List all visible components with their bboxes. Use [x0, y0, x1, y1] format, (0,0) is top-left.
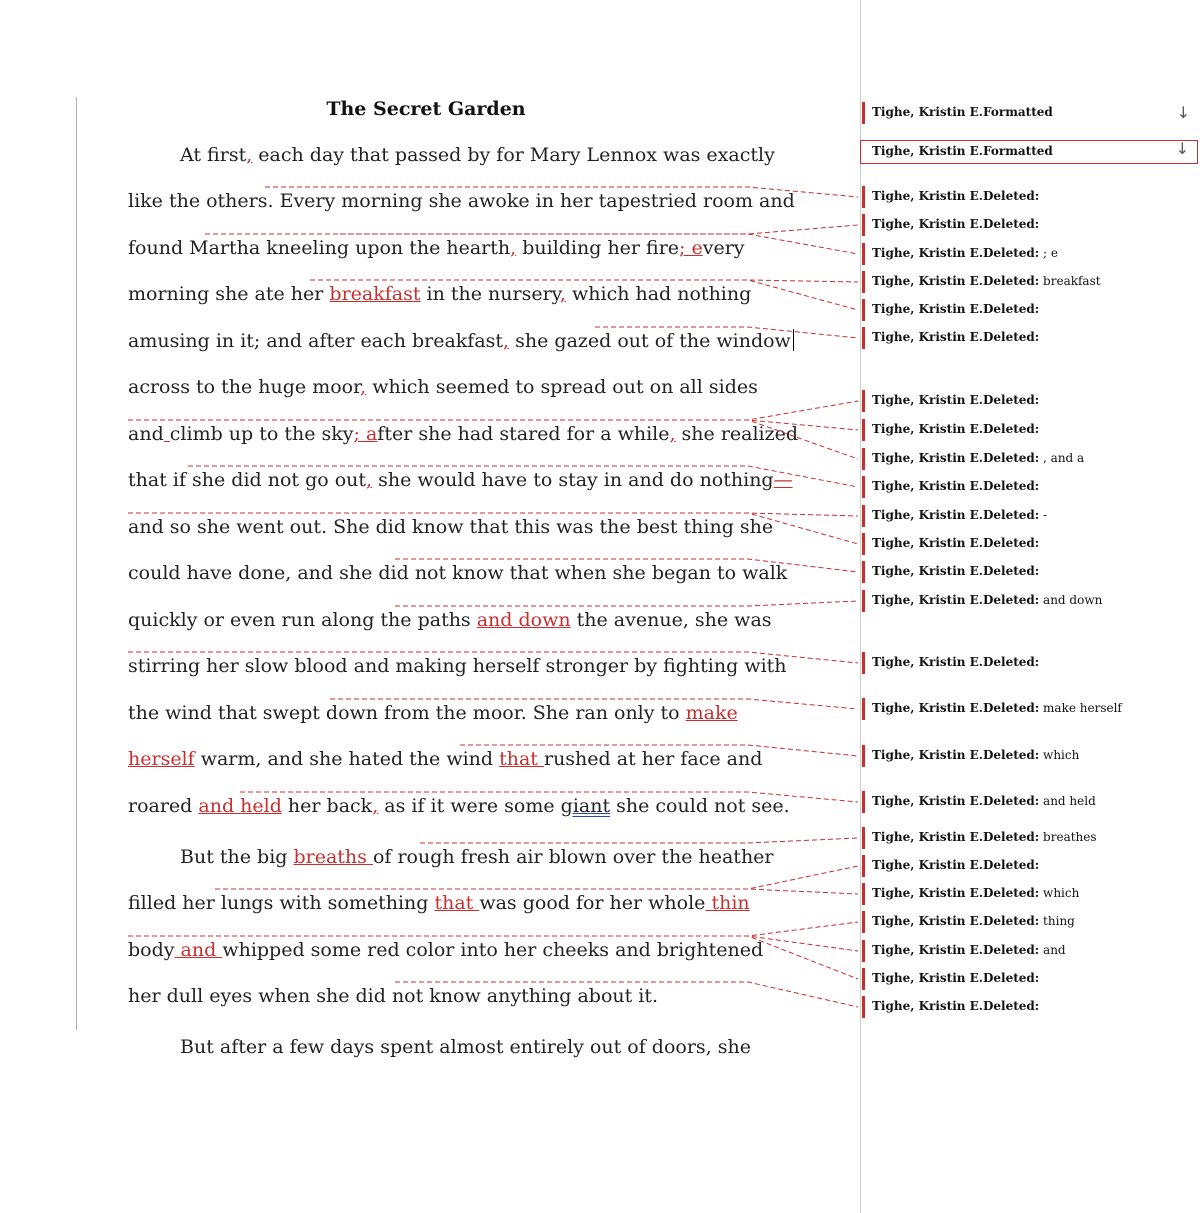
text-run: she gazed out of the window	[509, 330, 791, 352]
inserted-text: ; a	[353, 423, 378, 445]
text-run: rushed at her face and	[543, 748, 763, 770]
text-run: morning she ate her	[128, 283, 330, 305]
revision-author: Tighe, Kristin E.	[872, 701, 983, 715]
revision-author: Tighe, Kristin E.	[872, 393, 983, 407]
change-bar	[862, 533, 865, 555]
text-run: her back	[281, 795, 373, 817]
revision-action	[983, 701, 1122, 715]
revision-type: Formatted	[983, 105, 1053, 119]
inserted-text: ,	[510, 237, 517, 259]
revision-type: Deleted:	[983, 999, 1040, 1013]
revision-balloon[interactable]	[862, 858, 1198, 876]
text-run: of rough fresh air blown over the heather	[372, 846, 774, 868]
text-run: she could not see.	[610, 795, 790, 817]
inserted-text: ,	[246, 144, 253, 166]
text-line[interactable]	[128, 560, 787, 586]
inserted-text: ,	[669, 423, 676, 445]
revision-action	[983, 451, 1084, 465]
revision-action	[983, 971, 1039, 985]
revision-type: Deleted:	[983, 748, 1040, 762]
spelling-flag: giant	[560, 795, 611, 817]
text-line[interactable]	[180, 844, 774, 870]
revision-type: Deleted:	[983, 886, 1040, 900]
revision-action	[983, 330, 1039, 344]
change-bar	[862, 448, 865, 470]
text-run: like the others. Every morning she awoke in her tapestried room and	[128, 190, 795, 212]
revision-author: Tighe, Kristin E.	[872, 943, 983, 957]
text-line[interactable]	[128, 700, 738, 726]
inserted-text: ,	[360, 376, 367, 398]
text-run: was good for her whole	[479, 892, 706, 914]
document-title: The Secret Garden	[326, 98, 526, 120]
revision-author: Tighe, Kristin E.	[872, 217, 983, 231]
revision-action	[983, 886, 1079, 900]
markup-pane-divider	[860, 0, 861, 1213]
revision-action	[983, 189, 1039, 203]
revision-author: Tighe, Kristin E.	[872, 105, 983, 119]
inserted-text: ,	[366, 469, 373, 491]
deleted-text: and down	[1039, 593, 1103, 607]
inserted-text: and down	[476, 609, 571, 631]
change-bar	[862, 505, 865, 527]
text-run: At first	[180, 144, 247, 166]
text-run: as if it were some	[378, 795, 561, 817]
change-bar	[862, 186, 865, 208]
inserted-text: ; e	[679, 237, 703, 259]
revision-author: Tighe, Kristin E.	[872, 655, 983, 669]
revision-type: Deleted:	[983, 393, 1040, 407]
revision-type: Deleted:	[983, 655, 1040, 669]
text-line[interactable]	[128, 514, 773, 540]
revision-action	[983, 858, 1039, 872]
text-run: whipped some red color into her cheeks and brightened	[222, 939, 764, 961]
text-run: building her fire	[516, 237, 680, 259]
revision-action	[983, 144, 1053, 158]
change-bar	[862, 102, 865, 124]
revision-type: Deleted:	[983, 914, 1040, 928]
revision-type: Deleted:	[983, 330, 1040, 344]
revision-type: Deleted:	[983, 536, 1040, 550]
revision-author: Tighe, Kristin E.	[872, 999, 983, 1013]
revision-author: Tighe, Kristin E.	[872, 858, 983, 872]
revision-action	[983, 508, 1047, 522]
deleted-text: breakfast	[1039, 274, 1101, 288]
text-line[interactable]	[128, 188, 795, 214]
change-bar	[862, 476, 865, 498]
text-run: the wind that swept down from the moor. She ran only to	[128, 702, 686, 724]
revision-type: Deleted:	[983, 830, 1040, 844]
text-run: amusing in it; and after each breakfast	[128, 330, 504, 352]
change-bar	[862, 996, 865, 1018]
expand-arrow-icon[interactable]: ↓	[1176, 103, 1190, 122]
revision-balloon[interactable]	[862, 105, 1198, 123]
text-run: filled her lungs with something	[128, 892, 435, 914]
change-bar	[862, 745, 865, 767]
inserted-text: ,	[372, 795, 379, 817]
text-cursor	[793, 329, 794, 351]
revision-author: Tighe, Kristin E.	[872, 971, 983, 985]
text-line[interactable]	[128, 235, 745, 261]
revision-type: Deleted:	[983, 451, 1040, 465]
revision-type: Deleted:	[983, 564, 1040, 578]
text-line[interactable]	[128, 653, 787, 679]
text-run: each day that passed by for Mary Lennox was exactly	[252, 144, 775, 166]
text-line[interactable]	[128, 746, 762, 772]
change-bar	[862, 243, 865, 265]
text-line[interactable]	[128, 421, 798, 447]
inserted-text: make	[685, 702, 738, 724]
revision-author: Tighe, Kristin E.	[872, 422, 983, 436]
deleted-text: thing	[1039, 914, 1075, 928]
revision-type: Deleted:	[983, 794, 1040, 808]
revision-type: Deleted:	[983, 593, 1040, 607]
text-run: which seemed to spread out on all sides	[366, 376, 758, 398]
text-line[interactable]	[128, 467, 793, 493]
revision-balloon[interactable]	[862, 748, 1198, 766]
revision-author: Tighe, Kristin E.	[872, 830, 983, 844]
revision-balloon[interactable]	[862, 246, 1198, 264]
revision-action	[983, 479, 1039, 493]
text-run: that if she did not go out	[128, 469, 367, 491]
text-line[interactable]	[180, 1034, 751, 1060]
revision-type: Deleted:	[983, 246, 1040, 260]
revision-author: Tighe, Kristin E.	[872, 914, 983, 928]
revision-type: Deleted:	[983, 479, 1040, 493]
deleted-text: breathes	[1039, 830, 1097, 844]
inserted-text: and	[174, 939, 223, 961]
revision-author: Tighe, Kristin E.	[872, 144, 983, 158]
change-bar	[862, 911, 865, 933]
revision-balloon[interactable]	[860, 140, 1198, 164]
revision-type: Deleted:	[983, 274, 1040, 288]
revision-balloon[interactable]	[862, 886, 1198, 904]
revision-author: Tighe, Kristin E.	[872, 274, 983, 288]
text-run: and so she went out. She did know that this was the best thing she	[128, 516, 774, 538]
text-run: fter she had stared for a while	[377, 423, 670, 445]
revision-action	[983, 274, 1101, 288]
revision-type: Deleted:	[983, 189, 1040, 203]
text-run: roared	[128, 795, 199, 817]
text-run: stirring her slow blood and making herself stronger by fighting with	[128, 655, 787, 677]
revision-action	[983, 536, 1039, 550]
change-bar	[862, 652, 865, 674]
text-line[interactable]	[128, 983, 658, 1009]
revision-balloon[interactable]	[862, 189, 1198, 207]
revision-action	[983, 830, 1097, 844]
revision-balloon[interactable]	[862, 217, 1198, 235]
change-bar	[862, 271, 865, 293]
text-line[interactable]	[128, 793, 790, 819]
change-bar	[862, 827, 865, 849]
revision-action	[983, 105, 1053, 119]
text-run: warm, and she hated the wind	[194, 748, 500, 770]
change-bar	[862, 590, 865, 612]
revision-action	[983, 246, 1058, 260]
change-bar	[862, 299, 865, 321]
change-bar	[862, 390, 865, 412]
text-run: climb up to the sky	[169, 423, 354, 445]
revision-author: Tighe, Kristin E.	[872, 794, 983, 808]
revision-balloon[interactable]	[862, 393, 1198, 411]
change-bar	[862, 419, 865, 441]
text-run: But after a few days spent almost entirely out of doors, she	[180, 1036, 751, 1058]
inserted-text: thin	[705, 892, 750, 914]
text-line[interactable]	[180, 142, 775, 168]
expand-arrow-icon[interactable]: ↓	[1175, 139, 1189, 158]
revision-type: Deleted:	[983, 302, 1040, 316]
revision-balloon[interactable]	[862, 914, 1198, 932]
revision-balloon[interactable]	[862, 564, 1198, 582]
text-line[interactable]	[128, 281, 751, 307]
change-bar	[862, 561, 865, 583]
revision-action	[983, 914, 1075, 928]
revision-type: Deleted:	[983, 858, 1040, 872]
revision-author: Tighe, Kristin E.	[872, 330, 983, 344]
deleted-text: , and a	[1039, 451, 1085, 465]
revision-type: Deleted:	[983, 971, 1040, 985]
text-run: body	[128, 939, 175, 961]
revision-balloon[interactable]	[862, 593, 1198, 611]
text-run: the avenue, she was	[570, 609, 772, 631]
change-bar	[862, 940, 865, 962]
revision-balloon[interactable]	[862, 701, 1198, 719]
revision-type: Deleted:	[983, 943, 1040, 957]
revision-author: Tighe, Kristin E.	[872, 508, 983, 522]
inserted-text: breaths	[293, 846, 373, 868]
inserted-text: herself	[128, 748, 195, 770]
inserted-text: ,	[503, 330, 510, 352]
text-line[interactable]	[128, 374, 758, 400]
revision-balloon[interactable]	[862, 330, 1198, 348]
revision-balloon[interactable]	[862, 451, 1198, 469]
revision-balloon[interactable]	[862, 536, 1198, 554]
revision-author: Tighe, Kristin E.	[872, 593, 983, 607]
deleted-text: -	[1039, 508, 1048, 522]
deleted-text: and	[1039, 943, 1066, 957]
deleted-text: and held	[1039, 794, 1096, 808]
revision-action	[983, 943, 1066, 957]
revision-balloon[interactable]	[862, 971, 1198, 989]
revision-author: Tighe, Kristin E.	[872, 302, 983, 316]
revision-author: Tighe, Kristin E.	[872, 564, 983, 578]
revision-balloon[interactable]	[862, 422, 1198, 440]
revision-action	[983, 748, 1079, 762]
change-bar	[862, 214, 865, 236]
revision-balloon[interactable]	[862, 794, 1198, 812]
revision-action	[983, 655, 1039, 669]
revision-author: Tighe, Kristin E.	[872, 886, 983, 900]
text-run: found Martha kneeling upon the hearth	[128, 237, 511, 259]
inserted-text: —	[773, 469, 793, 491]
change-bar	[862, 327, 865, 349]
deleted-text: which	[1039, 748, 1080, 762]
revision-author: Tighe, Kristin E.	[872, 451, 983, 465]
revision-author: Tighe, Kristin E.	[872, 748, 983, 762]
revision-action	[983, 302, 1039, 316]
inserted-text: and held	[198, 795, 282, 817]
text-run: she would have to stay in and do nothing	[372, 469, 774, 491]
deleted-text: ; e	[1039, 246, 1059, 260]
text-line[interactable]	[128, 607, 772, 633]
change-bar	[862, 698, 865, 720]
revision-type: Deleted:	[983, 217, 1040, 231]
text-line[interactable]	[128, 937, 763, 963]
text-run: could have done, and she did not know that when she began to walk	[128, 562, 788, 584]
revision-balloon[interactable]	[862, 479, 1198, 497]
text-line[interactable]	[128, 890, 750, 916]
revision-balloon[interactable]	[862, 655, 1198, 673]
revision-type: Deleted:	[983, 422, 1040, 436]
revision-balloon[interactable]	[862, 274, 1198, 292]
text-run: very	[702, 237, 745, 259]
text-run: and	[128, 423, 164, 445]
text-run: across to the huge moor	[128, 376, 361, 398]
revision-balloon[interactable]	[862, 999, 1198, 1017]
inserted-text: that	[499, 748, 544, 770]
revision-author: Tighe, Kristin E.	[872, 536, 983, 550]
text-run: in the nursery	[420, 283, 560, 305]
change-bar	[862, 791, 865, 813]
change-bar	[862, 883, 865, 905]
revision-type: Deleted:	[983, 701, 1040, 715]
deleted-text: make herself	[1039, 701, 1122, 715]
revision-action	[983, 593, 1102, 607]
text-run: she realized	[675, 423, 799, 445]
revision-action	[983, 794, 1096, 808]
inserted-text: that	[434, 892, 480, 914]
revision-balloon[interactable]	[862, 302, 1198, 320]
inserted-text: breakfast	[329, 283, 421, 305]
revision-balloon[interactable]	[862, 943, 1198, 961]
text-run: But the big	[180, 846, 294, 868]
revision-action	[983, 393, 1039, 407]
text-line[interactable]	[128, 328, 794, 354]
text-run: which had nothing	[565, 283, 752, 305]
text-run: her dull eyes when she did not know anything about it.	[128, 985, 659, 1007]
text-run: quickly or even run along the paths	[128, 609, 477, 631]
revision-balloon[interactable]	[862, 508, 1198, 526]
revision-type: Formatted	[983, 144, 1053, 158]
revision-action	[983, 564, 1039, 578]
inserted-text: ,	[559, 283, 566, 305]
revision-action	[983, 422, 1039, 436]
revision-author: Tighe, Kristin E.	[872, 479, 983, 493]
revision-action	[983, 999, 1039, 1013]
revision-type: Deleted:	[983, 508, 1040, 522]
revision-author: Tighe, Kristin E.	[872, 189, 983, 203]
change-bar	[862, 855, 865, 877]
revision-author: Tighe, Kristin E.	[872, 246, 983, 260]
change-bar	[862, 968, 865, 990]
deleted-text: which	[1039, 886, 1080, 900]
revision-balloon[interactable]	[862, 830, 1198, 848]
revision-action	[983, 217, 1039, 231]
